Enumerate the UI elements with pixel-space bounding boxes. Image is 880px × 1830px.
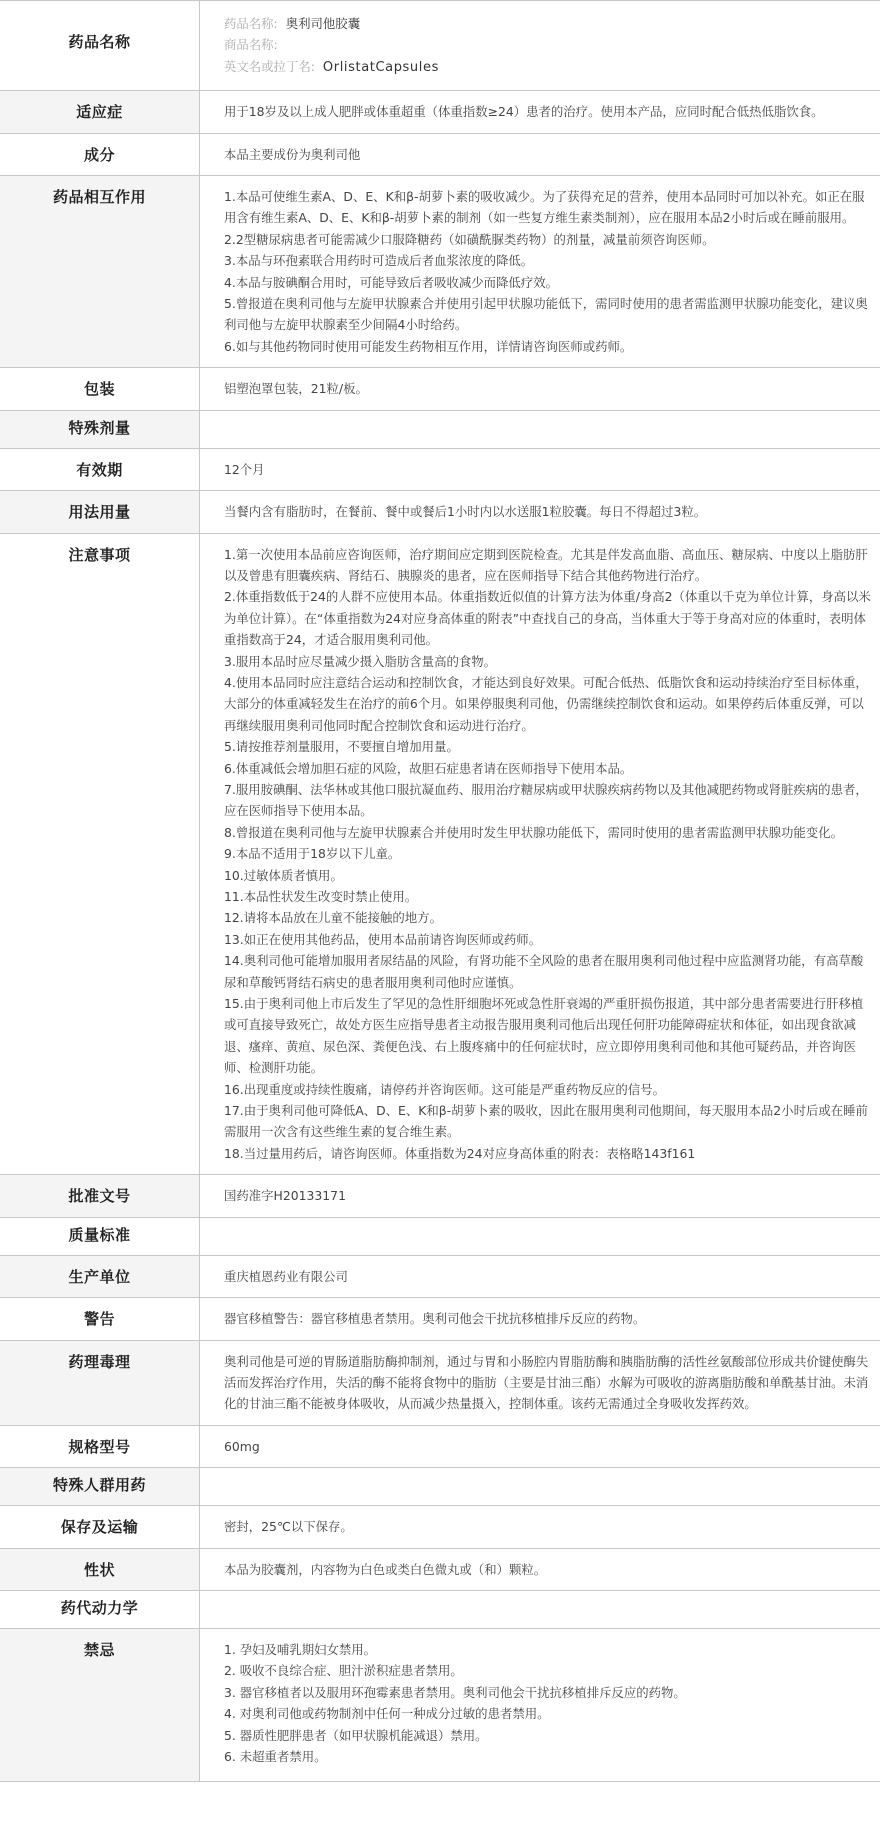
english-name-value: OrlistatCapsules (322, 59, 439, 75)
list-item: 14.奥利司他可能增加服用者尿结晶的风险，有肾功能不全风险的患者在服用奥利司他过程中应监测肾功能，有高草酸尿和草酸钙肾结石病史的患者服用奥利司他时应谨慎。 (224, 953, 864, 990)
row-composition (0, 133, 880, 175)
row-label: 生产单位 (0, 1255, 200, 1297)
list-item: 6.如与其他药物同时使用可能发生药物相互作用，详情请咨询医师或药师。 (224, 338, 633, 354)
list-item: 1.本品可使维生素A、D、E、K和β-胡萝卜素的吸收减少。为了获得充足的营养，使用本品同时可加以补充。如正在服用含有维生素A、D、E、K和β-胡萝卜素的制剂（如一些复方维生素类制剂），应在服用本品2小时后或在睡前服用。 (224, 189, 865, 226)
row-expiry (0, 448, 880, 490)
list-item: 7.服用胺碘酮、法华林或其他口服抗凝血药、服用治疗糖尿病或甲状腺疾病药物以及其他减肥药物或肾脏疾病的患者，应在医师指导下使用本品。 (224, 781, 868, 819)
row-precautions (0, 533, 880, 1175)
row-pharmacology (0, 1340, 880, 1425)
row-contraindications (0, 1628, 880, 1781)
row-warning (0, 1298, 880, 1340)
list-item: 3.服用本品时应尽量减少摄入脂肪含量高的食物。 (224, 653, 497, 669)
row-label: 药品相互作用 (0, 176, 200, 368)
row-label: 批准文号 (0, 1175, 200, 1217)
manufacturer-text: 重庆植恩药业有限公司 (200, 1255, 880, 1297)
list-item: 3. 器官移植者以及服用环孢霉素患者禁用。奥利司他会干扰抗移植排斥反应的药物。 (224, 1684, 686, 1700)
precautions-list (200, 533, 880, 1175)
package-text: 铝塑泡罩包装，21粒/板。 (200, 368, 880, 410)
pharmacokinetics-text (200, 1590, 880, 1628)
list-item: 16.出现重度或持续性腹痛，请停药并咨询医师。这可能是严重药物反应的信号。 (224, 1081, 665, 1097)
list-item: 5.请按推荐剂量服用，不要擅自增加用量。 (224, 739, 459, 755)
row-manufacturer (0, 1255, 880, 1297)
storage-text: 密封，25℃以下保存。 (200, 1506, 880, 1548)
row-label: 用法用量 (0, 491, 200, 533)
list-item: 18.当过量用药后，请咨询医师。体重指数为24对应身高体重的附表：表格略143f161 (224, 1145, 696, 1161)
list-item: 5.曾报道在奥利司他与左旋甲状腺素合并使用引起甲状腺功能低下，需同时使用的患者需监测甲状腺功能变化，建议奥利司他与左旋甲状腺素至少间隔4小时给药。 (224, 296, 868, 333)
row-properties (0, 1548, 880, 1590)
list-item: 15.由于奥利司他上市后发生了罕见的急性肝细胞坏死或急性肝衰竭的严重肝损伤报道，其中部分患者需要进行肝移植或可直接导致死亡，故处方医生应指导患者主动报告服用奥利司他后出现任何肝功能障碍症状和体征，如出现食欲减退、瘙痒、黄疸、尿色深、粪便色浅、右上腹疼痛中的任何症状时，应立即停用奥利司他和其他可疑药品，并咨询医师、检测肝功能。 (224, 996, 864, 1076)
list-item: 11.本品性状发生改变时禁止使用。 (224, 889, 418, 904)
spec-text: 60mg (200, 1425, 880, 1467)
row-label: 注意事项 (0, 533, 200, 1175)
generic-name-value: 奥利司他胶囊 (285, 16, 361, 31)
row-label: 性状 (0, 1548, 200, 1590)
list-item: 4.使用本品同时应注意结合运动和控制饮食，才能达到良好效果。可配合低热、低脂饮食和运动持续治疗至目标体重，大部分的体重减轻发生在治疗的前6个月。如果停服奥利司他，仍需继续控制饮食和运动。如果停药后体重反弹，可以再继续服用奥利司他同时配合控制饮食和运动进行治疗。 (224, 674, 868, 733)
list-item: 17.由于奥利司他可降低A、D、E、K和β-胡萝卜素的吸收，因此在服用奥利司他期间，每天服用本品2小时后或在睡前需服用一次含有这些维生素的复合维生素。 (224, 1103, 868, 1140)
row-spec (0, 1425, 880, 1467)
list-item: 6.体重减低会增加胆石症的风险，故胆石症患者请在医师指导下使用本品。 (224, 760, 633, 776)
row-special-population (0, 1468, 880, 1506)
list-item: 3.本品与环孢素联合用药时可造成后者血浆浓度的降低。 (224, 253, 534, 269)
row-special-dose (0, 410, 880, 448)
row-interactions (0, 176, 880, 368)
list-item: 1.第一次使用本品前应咨询医师，治疗期间应定期到医院检查。尤其是伴发高血脂、高血压、糖尿病、中度以上脂肪肝以及曾患有胆囊疾病、肾结石、胰腺炎的患者，应在医师指导下结合其他药物进行治疗。 (224, 546, 868, 583)
warning-text: 器官移植警告：器官移植患者禁用。奥利司他会干扰抗移植排斥反应的药物。 (200, 1298, 880, 1340)
row-label: 适应症 (0, 91, 200, 133)
row-label: 警告 (0, 1298, 200, 1340)
usage-text: 当餐内含有脂肪时，在餐前、餐中或餐后1小时内以水送服1粒胶囊。每日不得超过3粒。 (200, 491, 880, 533)
pharmacology-text: 奥利司他是可逆的胃肠道脂肪酶抑制剂，通过与胃和小肠腔内胃脂肪酶和胰脂肪酶的活性丝氨酸部位形成共价键使酶失活而发挥治疗作用，失活的酶不能将食物中的脂肪（主要是甘油三酯）水解为可吸收的游离脂肪酸和单酰基甘油。未消化的甘油三酯不能被身体吸收，从而减少热量摄入，控制体重。该药无需通过全身吸收发挥药效。 (200, 1340, 880, 1425)
row-label: 包装 (0, 368, 200, 410)
row-label: 禁忌 (0, 1628, 200, 1781)
drug-name-values (200, 1, 880, 91)
row-label: 保存及运输 (0, 1506, 200, 1548)
row-quality-standard (0, 1217, 880, 1255)
list-item: 2. 吸收不良综合症、胆汁淤积症患者禁用。 (224, 1663, 463, 1679)
row-label: 有效期 (0, 448, 200, 490)
trade-name-label: 商品名称: (224, 37, 278, 53)
approval-text: 国药准字H20133171 (200, 1175, 880, 1217)
english-name-label: 英文名或拉丁名: (224, 58, 315, 74)
row-label: 质量标准 (0, 1217, 200, 1255)
row-package (0, 368, 880, 410)
contraindications-list (200, 1628, 880, 1781)
row-indication (0, 91, 880, 133)
row-pharmacokinetics (0, 1590, 880, 1628)
row-label: 药理毒理 (0, 1340, 200, 1425)
list-item: 13.如正在使用其他药品，使用本品前请咨询医师或药师。 (224, 931, 542, 947)
row-label: 药品名称 (0, 1, 200, 91)
list-item: 12.请将本品放在儿童不能接触的地方。 (224, 910, 442, 926)
interactions-list (200, 176, 880, 368)
composition-text: 本品主要成份为奥利司他 (200, 133, 880, 175)
list-item: 2.2型糖尿病患者可能需减少口服降糖药（如磺酰脲类药物）的剂量，减量前须咨询医师。 (224, 231, 715, 247)
special-population-text (200, 1468, 880, 1506)
expiry-text: 12个月 (200, 448, 880, 490)
list-item: 8.曾报道在奥利司他与左旋甲状腺素合并使用时发生甲状腺功能低下，需同时使用的患者需监测甲状腺功能变化。 (224, 824, 843, 840)
generic-name-label: 药品名称: (224, 16, 278, 31)
list-item: 4.本品与胺碘酮合用时，可能导致后者吸收减少而降低疗效。 (224, 274, 558, 290)
row-approval (0, 1175, 880, 1217)
row-storage (0, 1506, 880, 1548)
row-drug-name (0, 1, 880, 91)
list-item: 10.过敏体质者慎用。 (224, 867, 343, 883)
special-dose-text (200, 410, 880, 448)
row-label: 特殊剂量 (0, 410, 200, 448)
indication-text: 用于18岁及以上成人肥胖或体重超重（体重指数≥24）患者的治疗。使用本产品，应同时配合低热低脂饮食。 (200, 91, 880, 133)
list-item: 6. 未超重者禁用。 (224, 1748, 327, 1764)
row-label: 规格型号 (0, 1425, 200, 1467)
row-label: 成分 (0, 133, 200, 175)
properties-text: 本品为胶囊剂，内容物为白色或类白色微丸或（和）颗粒。 (200, 1548, 880, 1590)
list-item: 1. 孕妇及哺乳期妇女禁用。 (224, 1641, 377, 1657)
list-item: 5. 器质性肥胖患者（如甲状腺机能减退）禁用。 (224, 1727, 488, 1743)
quality-standard-text (200, 1217, 880, 1255)
list-item: 2.体重指数低于24的人群不应使用本品。体重指数近似值的计算方法为体重/身高2（体重以千克为单位计算，身高以米为单位计算）。在“体重指数为24对应身高体重的附表”中查找自己的身高，当体重大于等于身高对应的体重时，表明体重指数高于24，才适合服用奥利司他。 (224, 589, 871, 648)
row-label: 药代动力学 (0, 1590, 200, 1628)
row-usage (0, 491, 880, 533)
list-item: 4. 对奥利司他或药物制剂中任何一种成分过敏的患者禁用。 (224, 1706, 550, 1722)
row-label: 特殊人群用药 (0, 1468, 200, 1506)
list-item: 9.本品不适用于18岁以下儿童。 (224, 846, 401, 862)
